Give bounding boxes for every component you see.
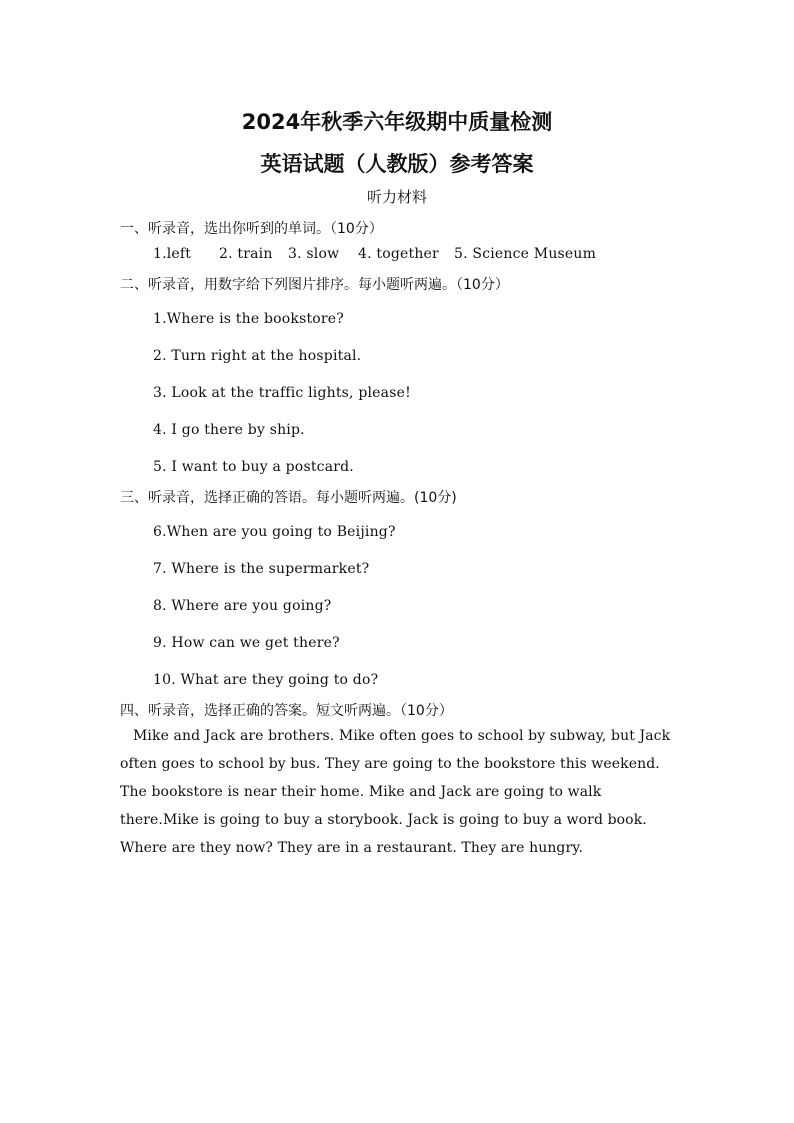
list-item: 6.When are you going to Beijing?: [153, 524, 396, 540]
word-item: 5. Science Museum: [454, 246, 597, 262]
document-subtitle: 英语试题（人教版）参考答案: [260, 152, 534, 176]
list-item: 2. Turn right at the hospital.: [153, 348, 362, 364]
section-4-heading: 四、听录音，选择正确的答案。短文听两遍。（10分）: [120, 703, 453, 719]
section-label: 听力材料: [366, 188, 427, 206]
section-3-heading: 三、听录音，选择正确的答语。每小题听两遍。(10分): [120, 490, 457, 506]
passage-line: Mike and Jack are brothers. Mike often goes to school by subway, but Jack: [133, 728, 671, 744]
word-item: 3. slow: [288, 246, 340, 262]
word-item: 4. together: [358, 246, 439, 262]
list-item: 7. Where is the supermarket?: [153, 561, 370, 577]
passage-line: The bookstore is near their home. Mike and Jack are going to walk: [120, 784, 602, 800]
list-item: 4. I go there by ship.: [153, 422, 305, 438]
list-item: 9. How can we get there?: [153, 635, 340, 651]
passage-line: Where are they now? They are in a restaurant. They are hungry.: [120, 840, 583, 856]
list-item: 8. Where are you going?: [153, 598, 332, 614]
list-item: 3. Look at the traffic lights, please!: [153, 385, 411, 401]
list-item: 1.Where is the bookstore?: [153, 311, 344, 327]
list-item: 5. I want to buy a postcard.: [153, 459, 354, 475]
word-item: 2. train: [219, 246, 273, 262]
document-title: 2024年秋季六年级期中质量检测: [241, 110, 553, 134]
section-1-heading: 一、听录音，选出你听到的单词。（10分）: [120, 221, 383, 237]
list-item: 10. What are they going to do?: [153, 672, 379, 688]
passage-line: there.Mike is going to buy a storybook. Jack is going to buy a word book.: [120, 812, 647, 828]
section-1-word-list: [153, 246, 596, 262]
passage-line: often goes to school by bus. They are going to the bookstore this weekend.: [120, 756, 660, 772]
listening-passage: [120, 726, 680, 866]
section-2-heading: 二、听录音，用数字给下列图片排序。每小题听两遍。（10分）: [120, 277, 509, 293]
word-item: 1.left: [153, 246, 192, 262]
